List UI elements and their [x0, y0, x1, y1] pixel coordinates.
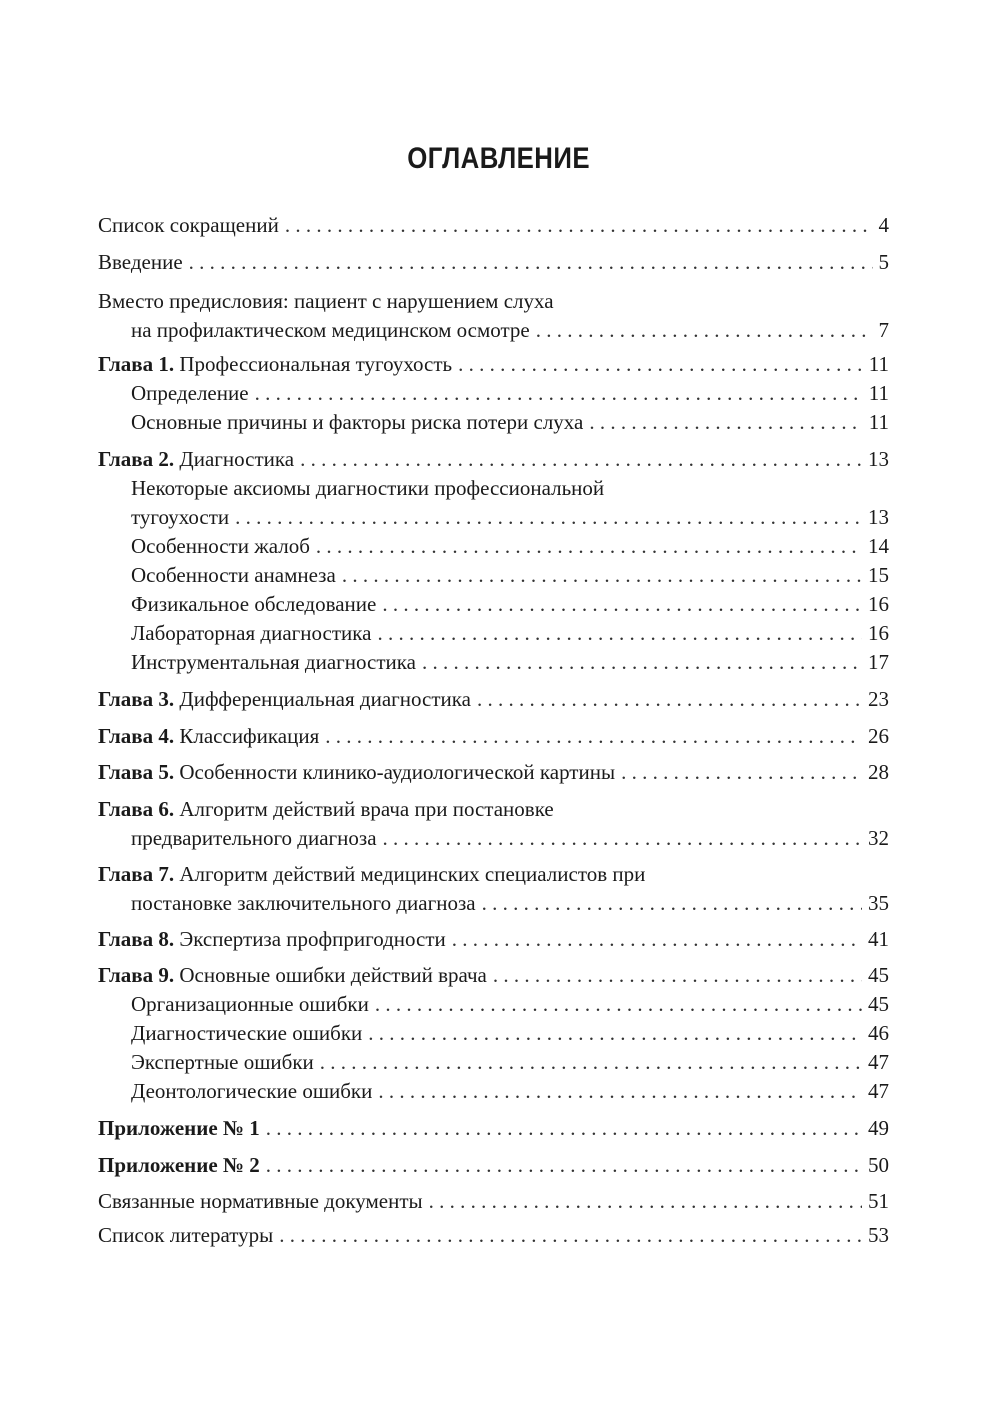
- toc-page-number: 23: [868, 687, 889, 711]
- toc-entry-text: Алгоритм действий врача при постановке: [179, 797, 554, 821]
- dot-leader: [452, 925, 862, 954]
- dot-leader: [325, 722, 862, 751]
- toc-entry-text: Экспертные ошибки: [131, 1050, 314, 1074]
- toc-page-number: 45: [868, 963, 889, 987]
- toc-entry-title: [131, 316, 530, 345]
- toc-entry[interactable]: [98, 474, 889, 532]
- toc-page-number: 45: [868, 992, 889, 1016]
- toc-page-number: 47: [868, 1050, 889, 1074]
- toc-chapter-label: Приложение № 2: [98, 1153, 260, 1177]
- toc-entry-text: постановке заключительного диагноза: [131, 891, 476, 915]
- toc-entry-text: Лабораторная диагностика: [131, 621, 372, 645]
- toc-page-number: 11: [868, 381, 889, 405]
- toc-entry-text: Диагностические ошибки: [131, 1021, 363, 1045]
- dot-leader: [458, 350, 863, 379]
- toc-entry[interactable]: [98, 211, 889, 240]
- toc-chapter-label: Глава 3.: [98, 687, 175, 711]
- toc-page-number: 11: [868, 352, 889, 376]
- dot-leader: [378, 1077, 862, 1106]
- dot-leader: [320, 1048, 862, 1077]
- toc-entry[interactable]: [98, 1221, 889, 1250]
- dot-leader: [621, 758, 862, 787]
- toc-title: ОГЛАВЛЕНИЕ: [407, 142, 590, 175]
- toc-entry-title: [131, 532, 310, 561]
- toc-page-number: 16: [868, 592, 889, 616]
- toc-entry-title: [131, 889, 476, 918]
- dot-leader: [285, 211, 873, 240]
- toc-entry[interactable]: [98, 561, 889, 590]
- toc-entry-title: [131, 1077, 372, 1106]
- toc-entry-text: Связанные нормативные документы: [98, 1189, 423, 1213]
- toc-page-number: 26: [868, 724, 889, 748]
- toc-page-number: 7: [878, 318, 889, 342]
- toc-entry[interactable]: [98, 1114, 889, 1143]
- dot-leader: [266, 1114, 862, 1143]
- toc-entry-title: [98, 925, 446, 954]
- dot-leader: [383, 824, 862, 853]
- toc-entry[interactable]: [98, 1048, 889, 1077]
- toc-entry-title: [98, 961, 487, 990]
- toc-entry[interactable]: [98, 350, 889, 379]
- toc-entry-text: на профилактическом медицинском осмотре: [131, 318, 530, 342]
- toc-entry-title: [98, 860, 645, 889]
- toc-chapter-label: Глава 8.: [98, 927, 175, 951]
- toc-entry-title: [98, 685, 471, 714]
- toc-entry-title: [131, 990, 369, 1019]
- toc-entry[interactable]: [98, 758, 889, 787]
- dot-leader: [377, 619, 862, 648]
- dot-leader: [482, 889, 862, 918]
- toc-page-number: 16: [868, 621, 889, 645]
- toc-page-number: 32: [868, 826, 889, 850]
- toc-entry-text: Список литературы: [98, 1223, 274, 1247]
- toc-entry[interactable]: [98, 685, 889, 714]
- toc-chapter-label: Глава 4.: [98, 724, 175, 748]
- toc-entry[interactable]: [98, 722, 889, 751]
- toc-entry-title: [98, 1187, 423, 1216]
- toc-page-number: 5: [878, 250, 889, 274]
- toc-entry[interactable]: [98, 961, 889, 990]
- toc-page-number: 35: [868, 891, 889, 915]
- dot-leader: [422, 648, 862, 677]
- dot-leader: [589, 408, 862, 437]
- toc-entry-title: [98, 1151, 260, 1180]
- toc-entry-text: Организационные ошибки: [131, 992, 369, 1016]
- toc-entry-text: Некоторые аксиомы диагностики профессиональной: [131, 476, 605, 500]
- toc-entry[interactable]: [98, 648, 889, 677]
- dot-leader: [235, 503, 862, 532]
- toc-entry-title: [131, 379, 249, 408]
- toc-chapter-label: Глава 5.: [98, 760, 175, 784]
- toc-entry[interactable]: [98, 925, 889, 954]
- toc-entry-text: Дифференциальная диагностика: [179, 687, 471, 711]
- toc-entry-title: [131, 619, 371, 648]
- dot-leader: [368, 1019, 862, 1048]
- toc-entry-title: [98, 211, 279, 240]
- toc-entry[interactable]: [98, 1077, 889, 1106]
- dot-leader: [477, 685, 862, 714]
- toc-entry-text: Физикальное обследование: [131, 592, 377, 616]
- toc-entry-text: Особенности жалоб: [131, 534, 310, 558]
- toc-entry-text: Вместо предисловия: пациент с нарушением слуха: [98, 289, 554, 313]
- dot-leader: [189, 248, 873, 277]
- toc-entry[interactable]: [98, 1019, 889, 1048]
- toc-entry-text: Инструментальная диагностика: [131, 650, 416, 674]
- toc-entry[interactable]: [98, 795, 889, 853]
- toc-entry-text: Определение: [131, 381, 249, 405]
- dot-leader: [493, 961, 862, 990]
- toc-entry-text: Список сокращений: [98, 213, 279, 237]
- dot-leader: [255, 379, 863, 408]
- toc-page-number: 51: [868, 1189, 889, 1213]
- toc-page-number: 41: [868, 927, 889, 951]
- toc-page-number: 15: [868, 563, 889, 587]
- toc-page-number: 17: [868, 650, 889, 674]
- toc-entry-title: [131, 590, 376, 619]
- toc-entry-title: [98, 445, 294, 474]
- toc-entry[interactable]: [98, 408, 889, 437]
- toc-entry-title: [98, 287, 554, 316]
- toc-page-number: 49: [868, 1116, 889, 1140]
- toc-chapter-label: Глава 1.: [98, 352, 175, 376]
- dot-leader: [266, 1151, 862, 1180]
- toc-entry-title: [98, 758, 615, 787]
- toc-entry-text: Особенности клинико-аудиологической картины: [179, 760, 616, 784]
- toc-entry-title: [131, 561, 336, 590]
- toc-entry-title: [131, 503, 229, 532]
- toc-entry[interactable]: [98, 532, 889, 561]
- toc-entry-title: [98, 722, 319, 751]
- toc-entry-text: Основные ошибки действий врача: [179, 963, 487, 987]
- toc-page-number: 14: [868, 534, 889, 558]
- toc-entry-title: [131, 408, 583, 437]
- toc-page-number: 50: [868, 1153, 889, 1177]
- toc-entry-title: [98, 795, 554, 824]
- toc-chapter-label: Глава 7.: [98, 862, 175, 886]
- toc-entry-title: [98, 1221, 273, 1250]
- toc-entry[interactable]: [98, 990, 889, 1019]
- toc-entry-text: Основные причины и факторы риска потери слуха: [131, 410, 584, 434]
- toc-entry-text: Экспертиза профпригодности: [179, 927, 446, 951]
- dot-leader: [342, 561, 862, 590]
- toc-entry[interactable]: [98, 248, 889, 277]
- toc-entry[interactable]: [98, 619, 889, 648]
- toc-entry-text: Профессиональная тугоухость: [179, 352, 453, 376]
- toc-entry-text: тугоухости: [131, 505, 230, 529]
- toc-entry-text: Алгоритм действий медицинских специалистов при: [179, 862, 646, 886]
- toc-entry-title: [131, 824, 377, 853]
- toc-entry-title: [98, 1114, 260, 1143]
- toc-page-number: 13: [868, 447, 889, 471]
- toc-entry-title: [131, 474, 604, 503]
- dot-leader: [382, 590, 862, 619]
- toc-page-number: 28: [868, 760, 889, 784]
- toc-page-number: 47: [868, 1079, 889, 1103]
- toc-page-number: 13: [868, 505, 889, 529]
- dot-leader: [375, 990, 862, 1019]
- toc-chapter-label: Глава 6.: [98, 797, 175, 821]
- toc-entry[interactable]: [98, 860, 889, 918]
- toc-entry[interactable]: [98, 590, 889, 619]
- toc-entry-text: Деонтологические ошибки: [131, 1079, 373, 1103]
- toc-chapter-label: Глава 2.: [98, 447, 175, 471]
- dot-leader: [429, 1187, 862, 1216]
- toc-page-number: 53: [868, 1223, 889, 1247]
- toc-page-number: 11: [868, 410, 889, 434]
- dot-leader: [300, 445, 862, 474]
- toc-entry[interactable]: [98, 1187, 889, 1216]
- toc-entry-text: Введение: [98, 250, 183, 274]
- dot-leader: [316, 532, 862, 561]
- toc-entry-title: [131, 1019, 362, 1048]
- toc-entry-title: [131, 1048, 314, 1077]
- toc-entry-text: Классификация: [179, 724, 320, 748]
- toc-entry[interactable]: [98, 445, 889, 474]
- toc-entry-text: Диагностика: [179, 447, 295, 471]
- toc-page-number: 46: [868, 1021, 889, 1045]
- toc-page-number: 4: [878, 213, 889, 237]
- toc-entry[interactable]: [98, 379, 889, 408]
- toc-entry-text: предварительного диагноза: [131, 826, 377, 850]
- toc-entry[interactable]: [98, 287, 889, 345]
- toc-entry-text: Особенности анамнеза: [131, 563, 336, 587]
- toc-chapter-label: Глава 9.: [98, 963, 175, 987]
- toc-entry-title: [98, 248, 183, 277]
- toc-entry-title: [98, 350, 452, 379]
- dot-leader: [279, 1221, 862, 1250]
- toc-entry[interactable]: [98, 1151, 889, 1180]
- dot-leader: [536, 316, 873, 345]
- toc-chapter-label: Приложение № 1: [98, 1116, 260, 1140]
- toc-entry-title: [131, 648, 416, 677]
